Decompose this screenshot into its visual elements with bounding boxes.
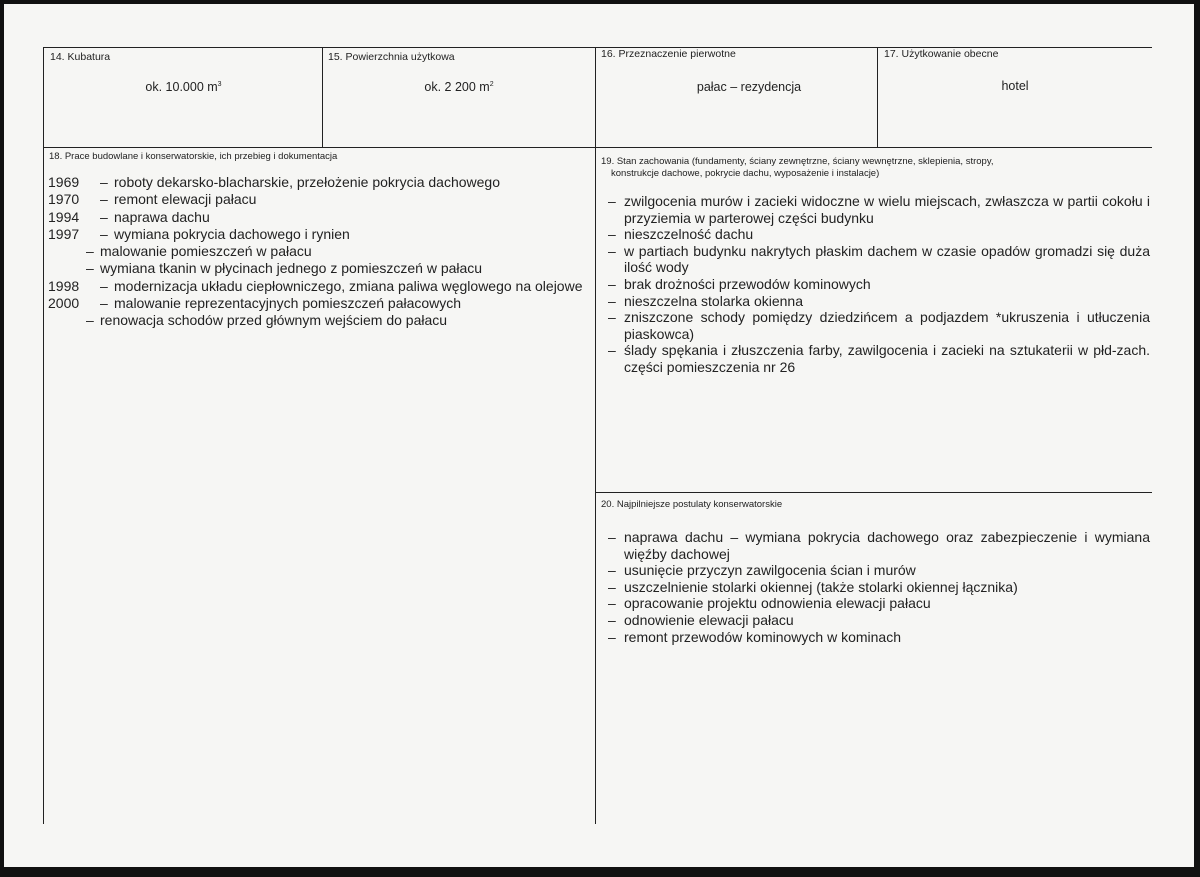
section-19-label-line2: konstrukcje dachowe, pokrycie dachu, wyposażenie i instalacje) [611, 168, 880, 179]
field-16-label: 16. Przeznaczenie pierwotne [601, 48, 736, 60]
works-dash: – [86, 260, 94, 277]
works-row [48, 312, 593, 329]
list-dash: – [608, 628, 616, 645]
works-year: 2000 [48, 295, 80, 312]
list-item-text: w partiach budynku nakrytych płaskim dachem w czasie opadów gromadzi się duża ilość wody [624, 242, 1150, 276]
list-dash: – [608, 562, 616, 579]
list-item-text: nieszczelna stolarka okienna [624, 292, 803, 309]
list-dash: – [608, 595, 616, 612]
list-item-text: remont przewodów kominowych w kominach [624, 628, 901, 645]
postulate-item [608, 629, 1150, 646]
works-year: 1969 [48, 174, 80, 190]
field-17-value: hotel [1001, 79, 1029, 93]
works-text: malowanie reprezentacyjnych pomieszczeń pałacowych [114, 295, 462, 312]
field-15-label: 15. Powierzchnia użytkowa [328, 51, 455, 63]
condition-item [608, 226, 1150, 243]
works-dash: – [100, 277, 108, 294]
section-20-postulates-list [608, 529, 1150, 645]
list-item-text: zniszczone schody pomiędzy dziedzińcem a podjazdem *ukruszenia i utłuczenia piaskowca) [624, 309, 1150, 342]
list-dash: – [608, 611, 616, 628]
works-text: wymiana tkanin w płycinach jednego z pomieszczeń w pałacu [100, 260, 483, 277]
section-19-condition-list [608, 193, 1150, 376]
works-text: renowacja schodów przed głównym wejściem do pałacu [100, 312, 448, 329]
works-row [48, 295, 593, 312]
condition-item [608, 342, 1150, 375]
works-row [48, 226, 593, 243]
works-year: 1970 [48, 191, 80, 208]
section-20-label: 20. Najpilniejsze postulaty konserwatorskie [601, 499, 783, 510]
field-15-value: ok. 2 200 $m^2$ [424, 80, 494, 94]
grid-line-section19-bottom [595, 492, 1152, 493]
works-dash: – [100, 225, 108, 242]
list-item-text: brak drożności przewodów kominowych [624, 275, 871, 292]
condition-item [608, 293, 1150, 310]
list-item-text: usunięcie przyczyn zawilgocenia ścian i murów [624, 562, 916, 579]
grid-line-row1-bottom [43, 147, 1152, 148]
list-dash: – [608, 193, 616, 209]
works-dash: – [100, 191, 108, 208]
list-item-text: ślady spękania i złuszczenia farby, zawilgocenia i zacieki na sztukaterii w płd-zach. części pomieszczenia nr 26 [624, 342, 1150, 375]
works-dash: – [86, 243, 94, 260]
scan-edge-top [0, 0, 1200, 4]
list-item-text: zwilgocenia murów i zacieki widoczne w wielu miejscach, zwłaszcza w partii cokołu i przyziemia w parterowej części budynku [624, 193, 1150, 226]
section-19-label-line1: 19. Stan zachowania (fundamenty, ściany zewnętrzne, ściany wewnętrzne, sklepienia, stropy, [601, 156, 994, 167]
field-14-value: ok. 10.000 $m^3$ [145, 80, 222, 94]
postulate-item [608, 579, 1150, 596]
postulate-item [608, 562, 1150, 579]
works-year: 1997 [48, 225, 80, 242]
section-18-works-list [48, 174, 593, 330]
section-18-label: 18. Prace budowlane i konserwatorskie, ich przebieg i dokumentacja [49, 151, 338, 162]
field-16-value: pałac – rezydencja [696, 80, 802, 94]
scan-edge-right [1194, 0, 1200, 877]
works-year: 1998 [48, 277, 80, 294]
grid-line-left [43, 47, 44, 824]
works-text: naprawa dachu [114, 208, 210, 225]
list-item-text: naprawa dachu – wymiana pokrycia dachowego oraz zabezpieczenie i wymiana więźby dachowej [624, 529, 1150, 562]
works-row [48, 260, 593, 277]
works-year: 1994 [48, 208, 80, 225]
list-dash: – [608, 342, 616, 359]
postulate-item [608, 595, 1150, 612]
list-dash: – [608, 226, 616, 243]
field-17-label: 17. Użytkowanie obecne [884, 48, 999, 60]
works-dash: – [100, 208, 108, 225]
works-row [48, 243, 593, 260]
works-dash: – [86, 312, 94, 329]
list-item-text: opracowanie projektu odnowienia elewacji pałacu [624, 595, 931, 612]
condition-item [608, 243, 1150, 276]
works-dash: – [100, 174, 108, 190]
works-row [48, 174, 593, 191]
list-item-text: odnowienie elewacji pałacu [624, 611, 794, 628]
postulate-item [608, 612, 1150, 629]
list-dash: – [608, 309, 616, 326]
condition-item [608, 193, 1150, 226]
postulate-item [608, 529, 1150, 562]
works-text: wymiana pokrycia dachowego i rynien [114, 225, 350, 242]
grid-line-center [595, 47, 596, 824]
condition-item [608, 276, 1150, 293]
condition-item [608, 309, 1150, 342]
works-text: roboty dekarsko-blacharskie, przełożenie pokrycia dachowego [114, 174, 500, 190]
grid-line-col1 [322, 47, 323, 147]
list-dash: – [608, 292, 616, 309]
works-row [48, 191, 593, 208]
works-dash: – [100, 295, 108, 312]
works-text: remont elewacji pałacu [114, 191, 257, 208]
list-item-text: nieszczelność dachu [624, 226, 754, 243]
list-dash: – [608, 275, 616, 292]
list-dash: – [608, 529, 616, 545]
works-text: modernizacja układu ciepłowniczego, zmiana paliwa węglowego na olejowe [114, 277, 583, 294]
list-dash: – [608, 578, 616, 595]
field-14-label: 14. Kubatura [50, 51, 111, 63]
grid-line-col3 [877, 47, 878, 147]
scan-edge-left [0, 0, 4, 877]
scan-edge-bottom [0, 867, 1200, 877]
list-dash: – [608, 242, 616, 259]
list-item-text: uszczelnienie stolarki okiennej (także stolarki okiennej łącznika) [624, 578, 1018, 595]
works-row [48, 209, 593, 226]
works-text: malowanie pomieszczeń w pałacu [100, 243, 312, 260]
works-row [48, 278, 593, 295]
